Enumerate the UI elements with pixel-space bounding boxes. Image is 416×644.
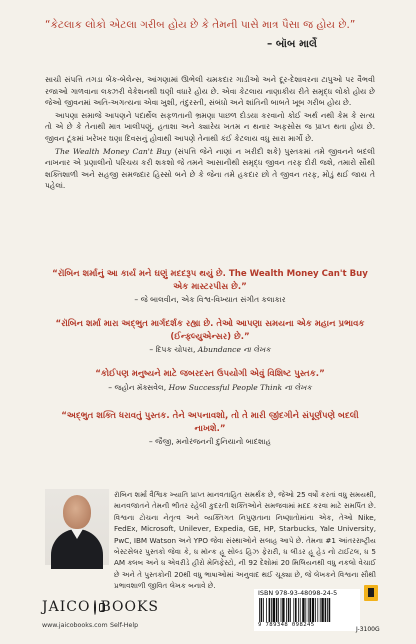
praise-attribution: – જહોન મૅક્સવેલ, How Successful People Think ના લેખક [108,382,312,392]
barcode-bar [290,598,291,622]
barcode-bar [278,598,279,622]
book-title-inline: The Wealth Money Can't Buy [55,146,172,156]
isbn-label: ISBN 978-93-48098-24-5 [258,589,338,597]
barcode-bar [305,598,306,622]
publisher-website: www.jaicobooks.com [42,622,108,629]
praise-attribution: – દિપક ચોપરા, Abundance ના લેખક [149,345,271,355]
barcode-bar [329,598,331,622]
epigraph-author: – બૉબ માર્લે [266,38,317,50]
author-name: રૉબિન શર્મા [114,490,148,499]
praise-text: “રૉબિન શર્માનું આ કાર્ય મને ઘણું મદદરૂપ થયું છે. The Wealth Money Can't Buy એક માસ્ટરપીસ છે.” [52,269,368,292]
praise-quote-1 [45,268,375,305]
barcode-bar [261,598,263,622]
author-bio [114,489,377,591]
publisher-logo [42,598,160,616]
barcode-bar [327,598,328,622]
barcode-bar [309,598,311,622]
barcode-bar [312,598,314,622]
epigraph-text: “કેટલાક લોકો એટલા ગરીબ હોય છે કે તેમની પાસે માત્ર પૈસા જ હોય છે.” [45,19,356,31]
barcode-bar [302,598,304,622]
praise-text: “રૉબિન શર્મા મારા અદ્ભુત માર્ગદર્શક રહ્યા છે. તેઓ આપણા સમયના એક મહાન પ્રભાવક (ઈન્ફ્લ્યુએન્સર) છે.” [55,319,365,342]
author-bio-text-continued: તેમના #1 આંતરરાષ્ટ્રીય બેસ્ટસેલર પુસ્તકો જેવા કે, ધ મૉન્ક હૂ સોલ્ડ હિઝ ફેરારી, ધ લીડર હૂ હેડ નો ટાઈટલ, ધ 5 AM ક્લબ અને ધ એવરીડે હીરો મેનિફેસ્ટો, ની 92 દેશોમાં 20 મિલિયનથી વધુ નકલો વેચાઈ છે અને તે પુસ્તકોની 20થી વધુ ભાષાઓમાં અનુવાદ થઈ ચૂક્યા છે, જે લેખકને વિશ્વના સૌથી પ્રભાવશાળી જીવિત લેખક બનાવે છે. [114,535,377,591]
barcode-bar [317,598,318,622]
publisher-badge-icon [364,585,378,601]
synopsis-paragraph-3-text: પુસ્તકમાં તમે જીવનને બદલી નાખનાર એ પ્રણાલીનો પરિચય કરી શકશો જે તમને આસાનીથી સમૃદ્ધ જીવન તરફ દોરી જશે, તમારો સૌથી શક્તિશાળી અને સહજી સમજદાર હિસ્સો બને છે કે જેના તમે હકદાર છો તે જીવન તરફ, મોડું થઈ જાય તે પહેલાં. [45,146,376,191]
barcode-bar [271,598,272,622]
barcode-bar [263,598,264,622]
isbn-barcode [254,589,360,631]
praise-text: “કોઈપણ મનુષ્યને માટે જબરદસ્ત ઉપયોગી એવું વિશિષ્ટ પુસ્તક.” [95,369,325,379]
barcode-bar [320,598,321,622]
praise-attribution: – જૈજી, મનોરંજનની દુનિયાનો બાદશાહ [148,437,272,447]
barcode-bar [269,598,271,622]
barcode-bar [295,598,297,622]
synopsis-paragraph-3 [45,146,375,192]
barcode-bar [325,598,327,622]
book-category: Self-Help [110,622,139,629]
barcode-bar [259,598,260,622]
barcode-digits: 9 789348 098245 [258,622,315,628]
book-title-translation: (સંપત્તિ જેને નાણાં ન ખરીદી શકે) [174,146,282,156]
barcode-bar [308,598,309,622]
barcode-bar [282,598,284,622]
author-bio-text: વૈશ્વિક ખ્યાતિ પ્રાપ્ત માનવતાહિત સમર્થક છે, જેઓ 25 વર્ષો કરતાં વધુ સમયથી, માનવજાતને તેમની ભીતર રહેલી કુદરતી શક્તિઓને સમજવામાં મદદ કરવા માટે સમર્પિત છે. વિશ્વના ટોચના નેતૃત્વ અને વ્યક્તિગત નિપુણતાના નિષ્ણાતોમાંના એક, તેઓ Nike, FedEx, Microsoft, Unilever, Expedia, GE, HP, Starbucks, Yale University, PwC, IBM Watson અને YPO જેવા સંસ્થાઓને સલાહ આપે છે. [114,490,376,545]
barcode-bar [298,598,299,622]
synopsis [45,74,375,193]
publisher-emblem-icon [94,600,96,615]
publisher-name-left: JAICO [42,599,91,615]
synopsis-paragraph-2: આપણા સમાજે આપણને પદાર્થેલ સફળતાની ભ્રમણા પાછળ દોડયા કરવાનો કોઈ અર્થ નથી કેમ કે સત્ય તો એ છે કે તેનાથી માત્ર ખાલીપણું, હતાશા અને ક્યારેય ખતમ ન થનાર અફસોસ જ પ્રાપ્ત થતા હોય છે. જીવન ટૂંકમાં ખરેખર ઘણા દિવસનું હોવાથી આપણે તેનાથી કંઈ કેટલાય વધુ સારા માર્ગો છે. [45,110,375,143]
book-code: J-3100G [356,626,380,633]
barcode-bars [258,598,356,622]
synopsis-paragraph-1: સાચી સંપત્તિ તગડા બેંક-બેલેન્સ, આંગણામાં ઊભેલી ચમકદાર ગાડીઓ અને દૂર-દેશાવરના ટાપુઓ પર વૈભવી રજાઓ ગાળવાના લક્ઝરી વેકેશનથી ઘણી વધારે હોય છે. એવા કેટલાય નાણાકીય રીતે સમૃદ્ધ લોકો હોય છે જેઓ જીવનમાં અતિ-અગત્યના એવા ખુશી, તંદુરસ્તી, સંબંધો અને શાંતિની બાબતે ખૂબ ગરીબ હોય છે. [45,75,375,108]
barcode-bar [276,598,278,622]
praise-attribution: – જે બાલવીન, એક વિશ્વ-વિખ્યાત સંગીત કલાકાર [134,295,286,305]
barcode-bar [288,598,290,622]
barcode-bar [286,598,287,622]
barcode-bar [315,598,316,622]
praise-quote-2 [45,318,375,355]
publisher-name-right: BOOKS [100,599,160,615]
barcode-bar [281,598,282,622]
barcode-bar [266,598,267,622]
praise-quote-4 [45,410,375,447]
barcode-bar [300,598,301,622]
barcode-bar [293,598,294,622]
barcode-bar [321,598,323,622]
epigraph-quote [45,18,375,52]
author-photo [45,489,109,565]
praise-quote-3 [45,368,375,393]
praise-text: “અદ્ભુત શક્તિ ધરાવતું પુસ્તક. તેને અપનાવશો, તો તે મારી જીંદગીને સંપૂર્ણપણે બદલી નાખશે.” [61,411,359,434]
barcode-bar [273,598,275,622]
